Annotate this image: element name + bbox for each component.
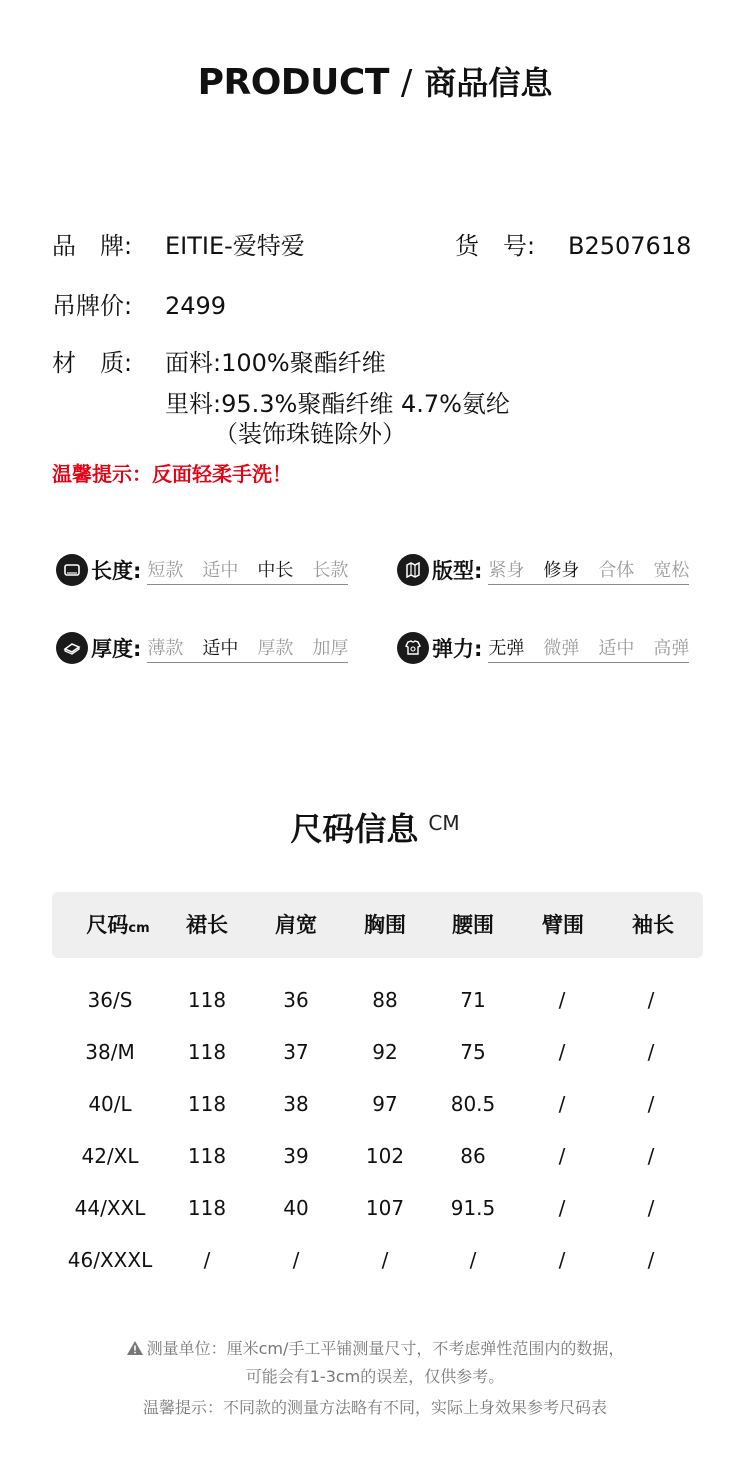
cell-shoulder: 38 xyxy=(283,1092,309,1116)
length-option-medium: 适中 xyxy=(202,559,239,581)
cell-waist: 71 xyxy=(460,988,486,1012)
size-table-header xyxy=(52,892,703,958)
page-header xyxy=(0,58,750,104)
cell-waist: 91.5 xyxy=(450,1196,496,1220)
price-label: 吊牌价: xyxy=(52,292,133,320)
price-row xyxy=(52,286,226,321)
cell-chest: 92 xyxy=(372,1040,398,1064)
elasticity-option-high: 高弹 xyxy=(653,637,690,659)
cell-arm: / xyxy=(558,1196,566,1220)
cell-size: 38/M xyxy=(85,1040,135,1064)
cell-length: 118 xyxy=(187,1092,227,1116)
cell-size: 36/S xyxy=(87,988,133,1012)
length-option-short: 短款 xyxy=(147,559,184,581)
material-fabric: 面料:100%聚酯纤维 xyxy=(165,349,386,377)
attribute-options xyxy=(488,634,689,663)
cell-sleeve: / xyxy=(647,1144,655,1168)
size-title-text: 尺码信息 xyxy=(290,810,419,848)
header-chest: 胸围 xyxy=(364,913,406,937)
cell-waist: / xyxy=(469,1248,477,1272)
cell-waist: 80.5 xyxy=(450,1092,496,1116)
cell-chest: 107 xyxy=(365,1196,405,1220)
warning-icon xyxy=(126,1340,144,1356)
header-arm: 臂围 xyxy=(542,913,584,937)
header-size xyxy=(60,892,176,958)
header-title-cn: 商品信息 xyxy=(424,64,553,102)
cell-chest: / xyxy=(381,1248,389,1272)
material-lining: 里料:95.3%聚酯纤维 4.7%氨纶 xyxy=(165,390,510,418)
fit-option-tight: 紧身 xyxy=(488,559,525,581)
cell-shoulder: / xyxy=(292,1248,300,1272)
cell-length: 118 xyxy=(187,1040,227,1064)
size-title-unit: CM xyxy=(428,811,460,835)
cell-sleeve: / xyxy=(647,1040,655,1064)
header-length: 裙长 xyxy=(186,913,228,937)
fit-option-slim: 修身 xyxy=(543,559,580,581)
elasticity-option-none: 无弹 xyxy=(488,637,525,659)
cell-shoulder: 39 xyxy=(283,1144,309,1168)
cell-sleeve: / xyxy=(647,988,655,1012)
cell-size: 42/XL xyxy=(81,1144,139,1168)
cell-length: / xyxy=(203,1248,211,1272)
measurement-note xyxy=(0,1336,750,1359)
header-size-unit: cm xyxy=(128,921,150,936)
price-value: 2499 xyxy=(165,292,227,320)
sku-row xyxy=(455,226,691,261)
cell-length: 118 xyxy=(187,1196,227,1220)
sku-value: B2507618 xyxy=(568,232,692,260)
cell-length: 118 xyxy=(187,988,227,1012)
cell-chest: 97 xyxy=(372,1092,398,1116)
cell-chest: 102 xyxy=(365,1144,405,1168)
thickness-icon xyxy=(56,632,88,664)
attribute-options xyxy=(147,556,348,585)
length-icon xyxy=(56,554,88,586)
header-shoulder: 肩宽 xyxy=(275,913,317,937)
thickness-option-medium: 适中 xyxy=(202,637,239,659)
cell-chest: 88 xyxy=(372,988,398,1012)
cell-arm: / xyxy=(558,1144,566,1168)
length-option-long: 长款 xyxy=(312,559,349,581)
thickness-option-thick: 厚款 xyxy=(257,637,294,659)
cell-size: 44/XXL xyxy=(74,1196,146,1220)
cell-size: 46/XXXL xyxy=(67,1248,153,1272)
cell-length: 118 xyxy=(187,1144,227,1168)
attribute-label: 版型: xyxy=(432,559,483,583)
brand-label: 品 牌: xyxy=(52,232,133,260)
cell-shoulder: 40 xyxy=(283,1196,309,1220)
material-label: 材 质: xyxy=(52,349,133,377)
cell-waist: 86 xyxy=(460,1144,486,1168)
elasticity-option-medium: 适中 xyxy=(598,637,635,659)
attribute-fit xyxy=(397,554,689,586)
cell-sleeve: / xyxy=(647,1196,655,1220)
cell-arm: / xyxy=(558,1092,566,1116)
cell-sleeve: / xyxy=(647,1248,655,1272)
brand-value: EITIE-爱特爱 xyxy=(165,232,305,260)
fit-option-loose: 宽松 xyxy=(653,559,690,581)
measurement-disclaimer: 温馨提示：不同款的测量方法略有不同，实际上身效果参考尺码表 xyxy=(142,1398,607,1417)
attribute-elasticity xyxy=(397,632,689,664)
cell-waist: 75 xyxy=(460,1040,486,1064)
size-section-title xyxy=(0,804,750,850)
cell-arm: / xyxy=(558,1248,566,1272)
attribute-label: 长度: xyxy=(91,559,142,583)
attribute-options xyxy=(488,556,689,585)
length-option-midlong: 中长 xyxy=(257,559,294,581)
header-slash: / xyxy=(400,63,413,103)
material-row xyxy=(52,343,386,378)
attribute-label: 厚度: xyxy=(91,637,142,661)
fit-option-regular: 合体 xyxy=(598,559,635,581)
care-tip: 温馨提示：反面轻柔手洗！ xyxy=(52,462,292,486)
measurement-note-line2: 可能会有1-3cm的误差，仅供参考。 xyxy=(245,1367,505,1386)
cell-arm: / xyxy=(558,988,566,1012)
attribute-options xyxy=(147,634,348,663)
fit-icon xyxy=(397,554,429,586)
header-waist: 腰围 xyxy=(452,913,494,937)
header-sleeve: 袖长 xyxy=(632,913,674,937)
brand-row xyxy=(52,226,305,261)
cell-sleeve: / xyxy=(647,1092,655,1116)
material-exception: （装饰珠链除外） xyxy=(214,420,406,448)
cell-shoulder: 36 xyxy=(283,988,309,1012)
thickness-option-thin: 薄款 xyxy=(147,637,184,659)
attribute-thickness xyxy=(56,632,348,664)
measurement-note-line1: 测量单位：厘米cm/手工平铺测量尺寸，不考虑弹性范围内的数据， xyxy=(146,1339,625,1358)
elasticity-option-slight: 微弹 xyxy=(543,637,580,659)
elasticity-icon xyxy=(397,632,429,664)
sku-label: 货 号: xyxy=(455,232,536,260)
cell-arm: / xyxy=(558,1040,566,1064)
cell-shoulder: 37 xyxy=(283,1040,309,1064)
attribute-length xyxy=(56,554,348,586)
header-size-label: 尺码 xyxy=(86,913,129,937)
header-title-en: PRODUCT xyxy=(197,62,389,103)
attribute-label: 弹力: xyxy=(432,637,483,661)
thickness-option-extra-thick: 加厚 xyxy=(312,637,349,659)
cell-size: 40/L xyxy=(88,1092,132,1116)
